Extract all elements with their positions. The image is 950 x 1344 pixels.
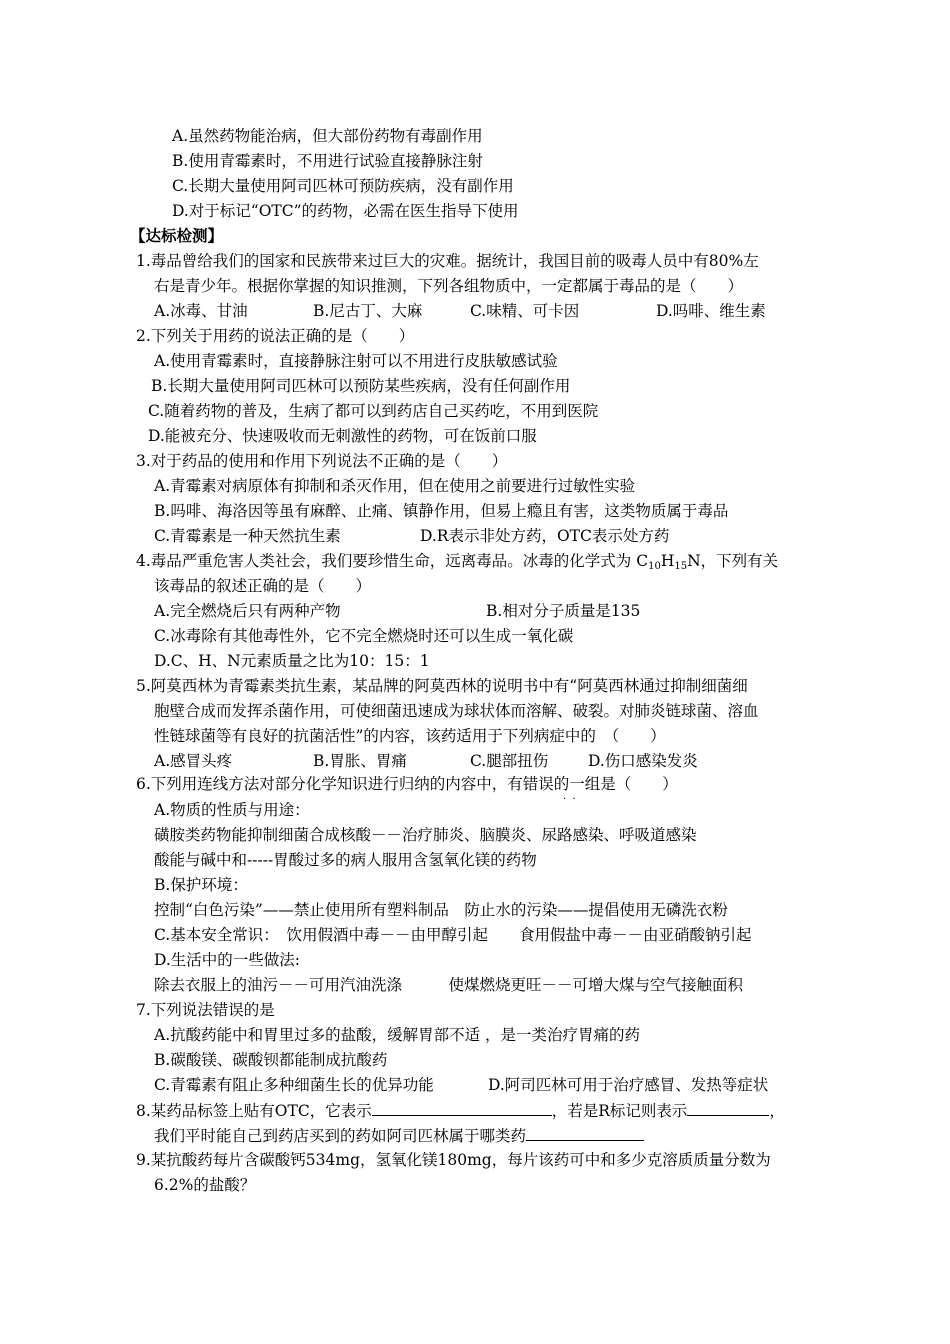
q4-option-d: D.C、H、N元素质量之比为10：15：1 xyxy=(154,652,430,670)
pre-option-b: B.使用青霉素时，不用进行试验直接静脉注射 xyxy=(172,152,483,170)
q8-text-r: ，若是R标记则表示 xyxy=(551,1102,688,1120)
q5-option-c: C.腿部扭伤 xyxy=(470,752,549,770)
q7-option-a: A.抗酸药能中和胃里过多的盐酸，缓解胃部不适 ，是一类治疗胃痛的药 xyxy=(154,1026,641,1044)
q3-stem: 3.对于药品的使用和作用下列说法不正确的是（ ） xyxy=(136,452,508,470)
q1-stem-line1: 1.毒品曾给我们的国家和民族带来过巨大的灾难。据统计，我国目前的吸毒人员中有80%左 xyxy=(136,252,759,270)
q2-option-b: B.长期大量使用阿司匹林可以预防某些疾病，没有任何副作用 xyxy=(151,377,571,395)
q6-option-b: B.保护环境： xyxy=(154,876,248,894)
q5-stem-line2: 胞壁合成而发挥杀菌作用，可使细菌迅速成为球状体而溶解、破裂。对肺炎链球菌、溶血 xyxy=(154,702,759,720)
q8-text-aspirin: 我们平时能自己到药店买到的药如阿司匹林属于哪类药 xyxy=(154,1127,527,1145)
q2-option-c: C.随着药物的普及，生病了都可以到药店自己买药吃，不用到医院 xyxy=(148,402,599,420)
pre-option-c: C.长期大量使用阿司匹林可预防疾病，没有副作用 xyxy=(172,177,514,195)
q4-h: H xyxy=(660,552,675,570)
q3-option-c: C.青霉素是一种天然抗生素 xyxy=(154,527,341,545)
q7-stem: 7.下列说法错误的是 xyxy=(136,1001,275,1019)
q8-comma: ， xyxy=(769,1102,785,1120)
answer-blank-otc[interactable] xyxy=(372,1100,552,1116)
q5-stem-line3: 性链球菌等有良好的抗菌活性”的内容，该药适用于下列病症中的 （ ） xyxy=(154,727,666,745)
q4-stem-line1 xyxy=(136,551,778,571)
q4-h-subscript: 15 xyxy=(674,561,688,572)
pre-option-a: A.虽然药物能治病，但大部份药物有毒副作用 xyxy=(172,127,483,145)
q4-c-subscript: 10 xyxy=(648,561,661,572)
q1-stem-line2: 右是青少年。根据你掌握的知识推测，下列各组物质中，一定都属于毒品的是（ ） xyxy=(154,277,744,295)
q2-option-d: D.能被充分、快速吸收而无刺激性的药物，可在饭前口服 xyxy=(148,427,537,445)
q4-option-a: A.完全燃烧后只有两种产物 xyxy=(154,602,341,620)
q3-option-a: A.青霉素对病原体有抑制和杀灭作用，但在使用之前要进行过敏性实验 xyxy=(154,477,636,495)
q4-stem-post: N，下列有关 xyxy=(687,552,779,570)
q6-option-a-line1: 磺胺类药物能抑制细菌合成核酸－－治疗肺炎、脑膜炎、尿路感染、呼吸道感染 xyxy=(154,826,697,844)
q8-text-otc: 8.某药品标签上贴有OTC，它表示 xyxy=(136,1102,372,1120)
emphasis-dots: · · xyxy=(563,794,576,805)
section-title: 【达标检测】 xyxy=(130,226,224,245)
q6-option-d: D.生活中的一些做法: xyxy=(154,951,301,969)
q8-line1 xyxy=(136,1100,785,1121)
pre-option-d: D.对于标记“OTC”的药物，必需在医生指导下使用 xyxy=(172,202,519,220)
q6-option-d-line1: 除去衣服上的油污－－可用汽油洗涤 使煤燃烧更旺－－可增大煤与空气接触面积 xyxy=(154,976,744,994)
q9-stem-line1: 9.某抗酸药每片含碳酸钙534mg，氢氧化镁180mg，每片该药可中和多少克溶质质量分数为 xyxy=(136,1151,771,1169)
q6-option-b-line1: 控制“白色污染”——禁止使用所有塑料制品 防止水的污染——提倡使用无磷洗衣粉 xyxy=(154,901,728,919)
q1-option-c: C.味精、可卡因 xyxy=(470,302,580,320)
q7-option-d: D.阿司匹林可用于治疗感冒、发热等症状 xyxy=(488,1076,769,1094)
q6-option-a: A.物质的性质与用途： xyxy=(154,801,310,819)
q6-option-c: C.基本安全常识： 饮用假酒中毒－－由甲醇引起 食用假盐中毒－－由亚硝酸钠引起 xyxy=(154,926,752,944)
q1-option-b: B.尼古丁、大麻 xyxy=(313,302,423,320)
q4-stem-line2: 该毒品的叙述正确的是（ ） xyxy=(154,577,372,595)
q4-stem-pre: 4.毒品严重危害人类社会，我们要珍惜生命，远离毒品。冰毒的化学式为 C xyxy=(136,552,649,570)
q6-option-a-line2: 酸能与碱中和-----胃酸过多的病人服用含氢氧化镁的药物 xyxy=(154,851,537,869)
q5-option-d: D.伤口感染发炎 xyxy=(588,752,698,770)
q9-stem-line2: 6.2%的盐酸？ xyxy=(154,1176,256,1194)
q3-option-b: B.吗啡、海洛因等虽有麻醉、止痛、镇静作用，但易上瘾且有害，这类物质属于毒品 xyxy=(154,502,729,520)
q1-option-d: D.吗啡、维生素 xyxy=(656,302,766,320)
q7-option-b: B.碳酸镁、碳酸钡都能制成抗酸药 xyxy=(154,1051,388,1069)
q5-option-a: A.感冒头疼 xyxy=(154,752,233,770)
q8-line2 xyxy=(154,1125,644,1146)
q2-option-a: A.使用青霉素时，直接静脉注射可以不用进行皮肤敏感试验 xyxy=(154,352,558,370)
q4-option-b: B.相对分子质量是135 xyxy=(486,602,641,620)
q1-option-a: A.冰毒、甘油 xyxy=(154,302,248,320)
q7-option-c: C.青霉素有阻止多种细菌生长的优异功能 xyxy=(154,1076,434,1094)
q4-option-c: C.冰毒除有其他毒性外，它不完全燃烧时还可以生成一氧化碳 xyxy=(154,627,574,645)
q6-stem: 6.下列用连线方法对部分化学知识进行归纳的内容中，有错误的一组是（ ） xyxy=(136,775,678,793)
q5-stem-line1: 5.阿莫西林为青霉素类抗生素，某品牌的阿莫西林的说明书中有“阿莫西林通过抑制细菌细 xyxy=(136,677,748,695)
q3-option-d: D.R表示非处方药，OTC表示处方药 xyxy=(420,527,670,545)
answer-blank-aspirin[interactable] xyxy=(526,1125,644,1141)
q5-option-b: B.胃胀、胃痛 xyxy=(313,752,407,770)
answer-blank-r[interactable] xyxy=(687,1100,769,1116)
q2-stem: 2.下列关于用药的说法正确的是（ ） xyxy=(136,327,415,345)
